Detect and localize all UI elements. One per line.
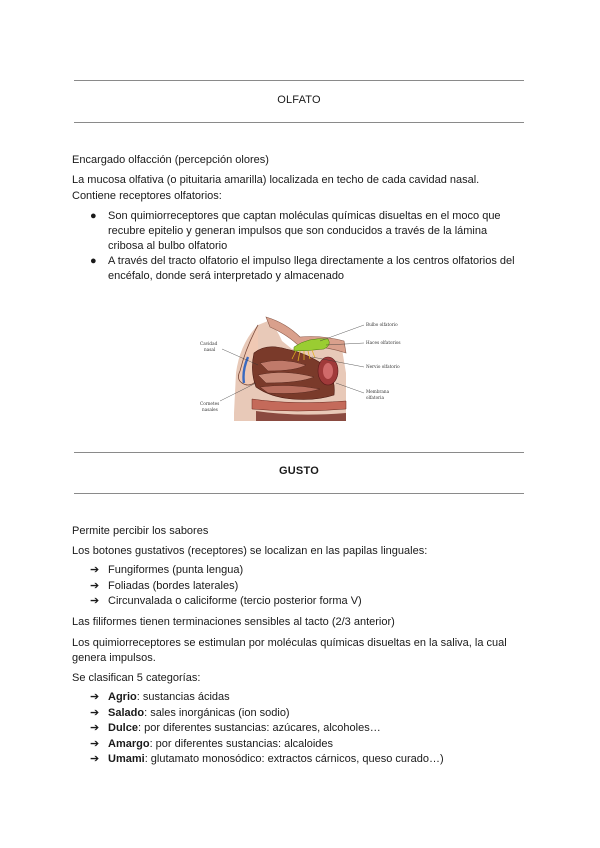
olfato-bullet-list (90, 209, 530, 284)
divider (74, 122, 524, 123)
arrow-right-icon: ➔ (90, 753, 100, 765)
label-cavidad-1: Cavidad (200, 341, 218, 346)
section-title-gusto: GUSTO (279, 465, 319, 477)
categoria-desc: : sales inorgánicas (ion sodio) (144, 706, 290, 719)
bullet-text-line: encéfalo, donde será interpretado y almacenado (108, 270, 345, 282)
label-membrana-1: Membrana (366, 389, 390, 394)
bullet-text-line: A través del tracto olfatorio el impulso llega directamente a los centros olfatorios del (108, 255, 515, 267)
arrow-right-icon: ➔ (90, 564, 100, 576)
list-item (90, 737, 530, 753)
section-title-olfato: OLFATO (277, 94, 321, 106)
list-item (90, 254, 530, 284)
label-cornetes-1: Cornetes (200, 401, 220, 406)
list-item (90, 706, 530, 722)
gusto-intro: Permite percibir los sabores (72, 525, 209, 537)
gusto-clasifican: Se clasifican 5 categorías: (72, 672, 201, 684)
gusto-botones: Los botones gustativos (receptores) se localizan en las papilas linguales: (72, 545, 428, 557)
categoria-name: Dulce (108, 722, 138, 734)
arrow-right-icon: ➔ (90, 722, 100, 734)
olfato-mucosa-line1: La mucosa olfativa (o pituitaria amarilla) localizada en techo de cada cavidad nasal. (72, 174, 480, 186)
categoria-desc: : por diferentes sustancias: alcaloides (149, 737, 333, 750)
categoria-name: Amargo (108, 737, 150, 750)
list-item (90, 579, 530, 595)
arrow-right-icon: ➔ (90, 691, 100, 703)
nasal-cavity-illustration (196, 313, 410, 423)
olfato-mucosa-line2: Contiene receptores olfatorios: (72, 190, 222, 202)
label-cornetes-2: nasales (202, 407, 218, 412)
list-item (90, 209, 530, 254)
bullet-text-line: recubre epitelio y generan impulsos que son conducidos a través de la lámina (108, 225, 488, 237)
arrow-right-icon: ➔ (90, 595, 100, 607)
bullet-text-line: cribosa al bulbo olfatorio (108, 240, 228, 252)
categorias-list (90, 690, 530, 768)
categoria-name: Umami (108, 753, 145, 765)
label-membrana-2: olfatoria (366, 395, 384, 400)
bullet-text-line: Son quimiorreceptores que captan moléculas químicas disueltas en el moco que (108, 210, 501, 222)
list-item (90, 594, 530, 610)
divider (74, 80, 524, 81)
categoria-name: Agrio (108, 691, 137, 703)
papila-text: Foliadas (bordes laterales) (108, 579, 239, 592)
divider (74, 452, 524, 453)
label-cavidad-2: nasal (204, 347, 216, 352)
gusto-quimio-line2: genera impulsos. (72, 652, 156, 664)
arrow-right-icon: ➔ (90, 737, 100, 750)
list-item (90, 752, 530, 768)
categoria-name: Salado (108, 706, 145, 719)
gusto-quimio-line1: Los quimiorreceptores se estimulan por moléculas químicas disueltas en la saliva, la cual (72, 637, 507, 649)
categoria-desc: : glutamato monosódico: extractos cárnicos, queso curado…) (144, 753, 444, 765)
list-item (90, 563, 530, 579)
bullet-icon: ● (90, 255, 97, 267)
gusto-filiformes: Las filiformes tienen terminaciones sensibles al tacto (2/3 anterior) (72, 616, 395, 628)
list-item (90, 721, 530, 737)
papila-text: Circunvalada o caliciforme (tercio posterior forma V) (108, 595, 362, 607)
label-bulbo: Bulbo olfatorio (366, 322, 398, 327)
categoria-desc: : por diferentes sustancias: azúcares, alcoholes… (137, 722, 381, 734)
label-haces: Haces olfatorios (366, 340, 401, 345)
divider (74, 493, 524, 494)
papila-text: Fungiformes (punta lengua) (108, 564, 244, 576)
olfato-intro: Encargado olfacción (percepción olores) (72, 154, 269, 166)
list-item (90, 690, 530, 706)
bullet-icon: ● (90, 210, 97, 222)
arrow-right-icon: ➔ (90, 579, 100, 592)
papilas-list (90, 563, 530, 610)
arrow-right-icon: ➔ (90, 706, 100, 719)
label-nervio: Nervio olfatorio (366, 364, 400, 369)
categoria-desc: : sustancias ácidas (136, 691, 230, 703)
